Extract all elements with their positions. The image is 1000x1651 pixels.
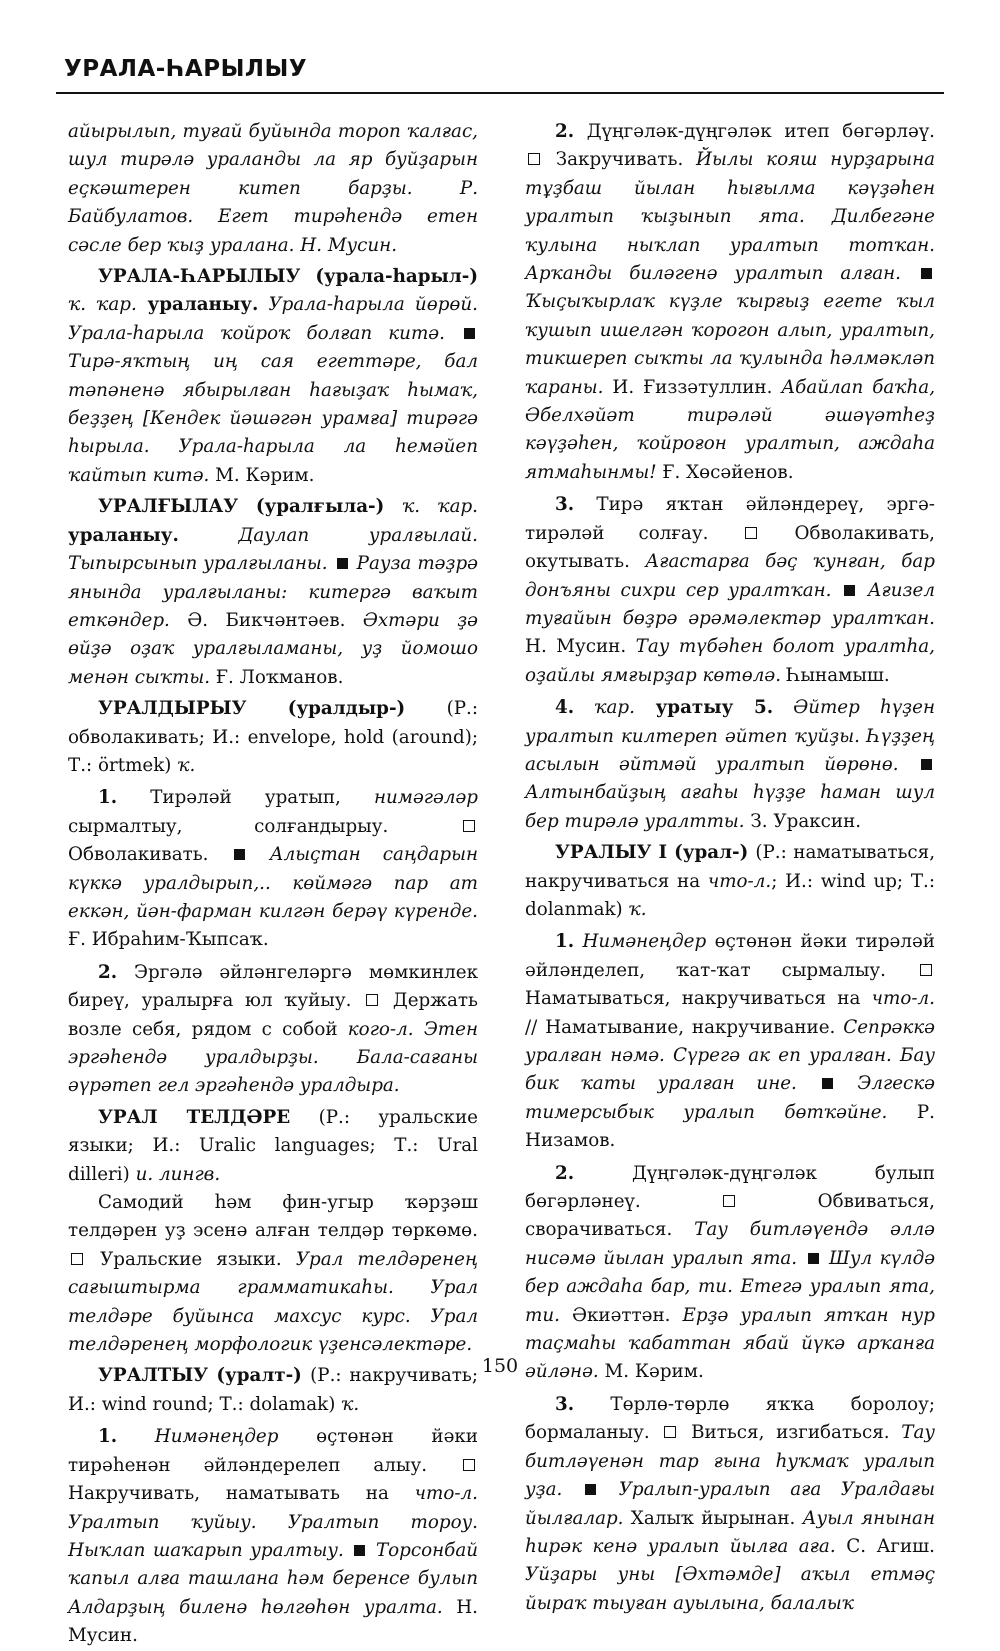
example-square-icon xyxy=(585,1484,596,1495)
running-header xyxy=(56,46,944,94)
russian-equivalent-box-icon xyxy=(463,820,475,832)
example-square-icon xyxy=(464,328,475,339)
headword: УРАЛТЫУ xyxy=(98,1365,209,1387)
sense-3: 3. Төрлө-төрлө яҡҡа боролоу; бормаланыу. Виться, изгибаться. Тау битләүенән тар ғына һуҡмаҡ уралып уҙа. Уралып-уралып аға Уралдағы йылғалар. Халыҡ йырынан. Ауыл янынан һирәк кенә уралып йылға аға. С. Агиш. Уйҙары уны [Әхтәмде] аҡыл етмәҫ йыраҡ тыуған ауылына, балалыҡ xyxy=(525,1393,935,1614)
sense-2: 2. Эргәлә әйләнгеләргә мөмкинлек биреү, уралырға юл ҡуйыу. Держать возле себя, рядом с собой кого-л. Этен эргәһендә уралдырҙы. Бала-сағаны әүрәтеп гел эргәһендә уралдыра. xyxy=(68,961,478,1097)
russian-equivalent-box-icon xyxy=(528,153,540,165)
page-number: 150 xyxy=(481,1355,519,1377)
russian-equivalent-box-icon xyxy=(366,994,378,1006)
example-square-icon xyxy=(234,849,245,860)
entry-uralgylau: УРАЛҒЫЛАУ (уралғыла-) ҡ. ҡар. ураланыу. Даулап уралғылай. Тыпырсынып уралғыланы. Рауза тәҙрә янында уралғыланы: китергә ваҡыт еткәндер. Ә. Бикчәнтәев. Әхтәри ҙә өйҙә оҙаҡ уралғыламаны, уҙ йомошо менән сыҡты. Ғ. Лоҡманов. xyxy=(68,496,478,688)
entry-uralyu-1: УРАЛЫУ I (урал-) (Р.: наматываться, накручиваться на что-л.; И.: wind up; Т.: dolanmak) ҡ. xyxy=(525,842,935,920)
sense-2: 2. Дүңгәләк-дүңгәләк булып бөгәрләнеү. Обвиваться, сворачиваться. Тау битләүендә әллә нисәмә йылан уралып ята. Шул күлдә бер аждаһа бар, ти. Етегә уралып ята, ти. Әкиәттән. Ерҙә уралып ятҡан нур таҫмаһы ҡабаттан ябай йүкә арҡанға әйләнә. М. Кәрим. xyxy=(525,1162,936,1383)
example-square-icon xyxy=(921,268,932,279)
russian-equivalent-box-icon xyxy=(723,1195,735,1207)
right-column xyxy=(525,118,935,1618)
headword: УРАЛЫУ I xyxy=(555,842,668,864)
russian-equivalent-box-icon xyxy=(745,527,757,539)
entry-ural-teldare: УРАЛ ТЕЛДӘРЕ (Р.: уральские языки; И.: Uralic languages; Т.: Ural dilleri) и. лингв. xyxy=(68,1106,478,1185)
sense-2: 2. Дүңгәләк-дүңгәләк итеп бөгәрләү. Закручивать. Йылы кояш нурҙарына тұҙбаш йылан һығылма кәүҙәһен уралтып ҡыҙынып ята. Дилбегәне ҡулына ныҡлап уралтып тотҡан. Арҡанды биләгенә уралтып алған. Ҡыҫыҡырлаҡ күҙле ҡырғыҙ егете ҡыл ҡушып ишелгән ҡорогон алып, уралтып, тикшереп сыҡты ла ҡулында һәлмәкләп ҡараны. И. Ғиззәтуллин. Абайлап баҡһа, Әбелхәйәт тирәләй әшәүәтһеҙ кәүҙәһен, ҡойроғон уралтып, аждаһа ятмаһынмы! Ғ. Хөсәйенов. xyxy=(525,121,936,483)
example-square-icon xyxy=(337,558,348,569)
header-title: УРАЛА-ҺАРЫЛЫУ xyxy=(64,56,308,82)
russian-equivalent-box-icon xyxy=(463,1459,475,1471)
headword: УРАЛ ТЕЛДӘРЕ xyxy=(98,1106,291,1128)
continued-paragraph: айырылып, туғай буйында тороп ҡалғас, шул тирәлә ураланды ла яр буйҙарын еҫкәштерен китеп барҙы. Р. Байбулатов. Егет тирәһендә етен сәсле бер ҡыҙ уралана. Н. Мусин. xyxy=(68,121,478,256)
entry-uraldyryu: УРАЛДЫРЫУ (уралдыр-) (Р.: обволакивать; И.: envelope, hold (around); Т.: örtmek) ҡ. xyxy=(68,698,478,776)
russian-equivalent-box-icon xyxy=(920,964,932,976)
russian-equivalent-box-icon xyxy=(71,1253,83,1265)
sense-1: 1. Нимәнеңдер өҫтөнән йәки тирәһенән әйләндерелеп алыу. Накручивать, наматывать на что-л. Уралтып ҡуйыу. Уралтып тороу. Ныҡлап шаҡарып уралтыу. Торсонбай ҡапыл алға ташлана һәм беренсе булып Алдарҙың биленә һөлгөһөн уралта. Н. Мусин. xyxy=(68,1426,478,1647)
headword: УРАЛДЫРЫУ xyxy=(98,698,247,720)
sense-1: 1. Тирәләй уратып, нимәгәләр сырмалтыу, солғандырыу. Обволакивать. Алыҫтан саңдарын күккә уралдырып,.. көймәгә пар ат еккән, йән-фарман килгән берәү күренде. Ғ. Ибраһим-Ҡыпсаҡ. xyxy=(68,787,479,951)
headword: УРАЛА-ҺАРЫЛЫУ xyxy=(98,266,301,288)
example-square-icon xyxy=(822,1078,833,1089)
example-square-icon xyxy=(844,585,855,596)
sense-3: 3. Тирә яҡтан әйләндереү, эргә-тирәләй солғау. Обволакивать, окутывать. Ағастарға бәҫ ҡунған, бар донъяны сихри сер уралтҡан. Ағизел туғайын бөҙрә әрәмәлектәр уралтҡан. Н. Мусин. Тау түбәһен болот уралтһа, оҙайлы ямғырҙар көтөлә. Һынамыш. xyxy=(525,494,935,686)
example-square-icon xyxy=(921,759,932,770)
entry-uraltyu: УРАЛТЫУ (уралт-) (Р.: накручивать; И.: wind round; Т.: dolamak) ҡ. xyxy=(68,1365,478,1415)
russian-equivalent-box-icon xyxy=(664,1426,676,1438)
sense-1: 1. Нимәнеңдер өҫтөнән йәки тирәләй әйләнделеп, ҡат-ҡат сырмалыу. Наматываться, накручиваться на что-л. // Наматывание, накручивание. Сепрәккә уралған нәмә. Сүрегә ак еп уралған. Бау бик ҡаты уралған ине. Элгескә тимерсыбык уралып бөтҡәйне. Р. Низамов. xyxy=(525,931,935,1152)
example-square-icon xyxy=(354,1545,365,1556)
example-square-icon xyxy=(808,1253,819,1264)
left-column xyxy=(68,118,478,1651)
entry-urala-harylyu: УРАЛА-ҺАРЫЛЫУ (урала-һарыл-) ҡ. ҡар. ураланыу. Урала-һарыла йөрөй. Урала-һарыла ҡойроҡ болғап китә. Тирә-яҡтың иң сая егеттәре, бал тәпәненә ябырылған һағыҙаҡ һымаҡ, беҙҙең [Кендек йәшәгән урамға] тирәгә һырыла. Урала-һарыла ла һемәйеп ҡайтып китә. М. Кәрим. xyxy=(68,266,478,486)
definition: Самодий һәм фин-угыр ҡәрҙәш телдәрен уҙ эсенә алған телдәр төркөмө. Уральские языки. Урал телдәренең сағыштырма грамматикаһы. Урал телдәре буйынса махсус курс. Урал телдәренең морфологик үҙенсәлектәре. xyxy=(68,1192,478,1356)
sense-4: 4. ҡар. уратыу 5. Әйтер һүҙен уралтып килтереп әйтеп ҡуйҙы. Һүҙҙең асылын әйтмәй уралтып йөрөнө. Алтынбайҙың ағаһы һүҙҙе һаман шул бер тирәлә уралтты. З. Ураксин. xyxy=(525,697,936,832)
headword: УРАЛҒЫЛАУ xyxy=(98,496,239,518)
